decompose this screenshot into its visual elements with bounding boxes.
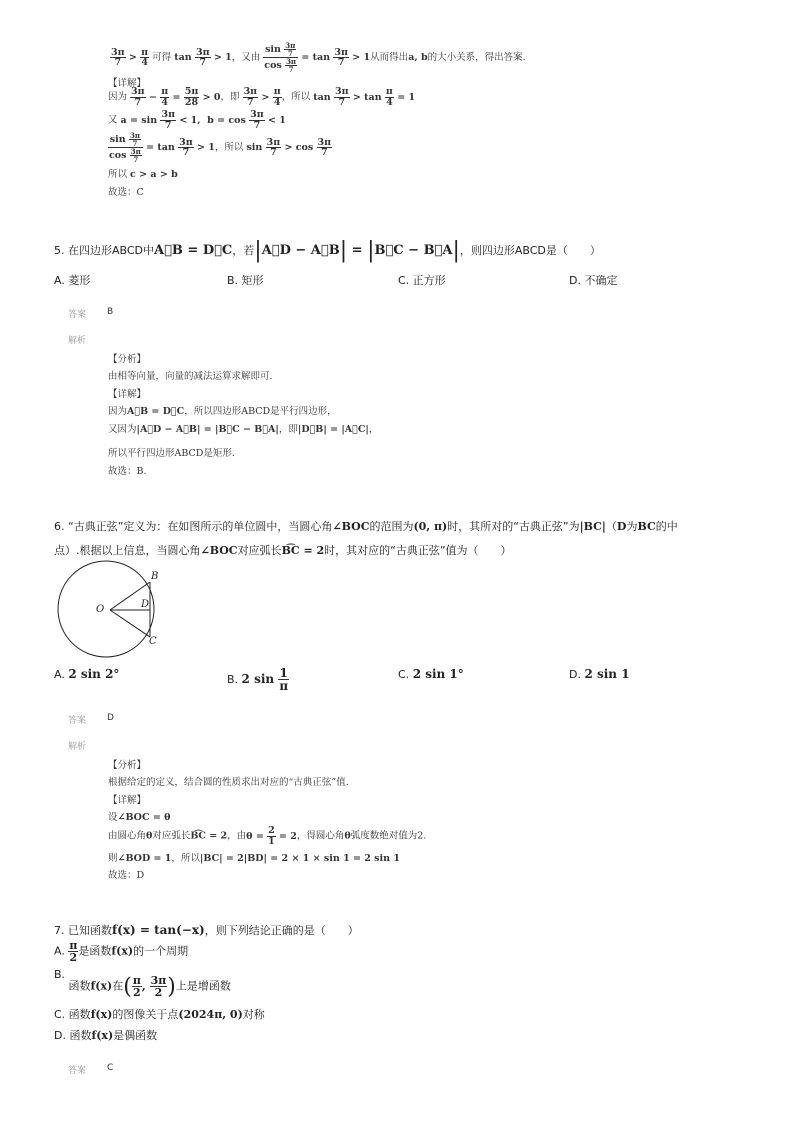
q7-option-d[interactable]: D. 函数f(x)是偶函数 [54,1029,158,1042]
analysis-label: 解析 [68,742,87,752]
q6-stem-line-1: 6. “古典正弦”定义为：在如图所示的单位圆中，当圆心角∠BOC的范围为(0, π)时，其所对的“古典正弦”为|BC|（D为BC的中 [54,520,678,533]
point-d-label: D [141,599,150,610]
text: 可得 [152,52,172,63]
q7-option-c[interactable]: C. 函数f(x)的图像关于点(2024π, 0)对称 [54,1008,265,1021]
point-o-label: O [96,604,105,615]
text: 的大小关系，得出答案. [427,52,526,63]
text: ，又由 [231,52,261,63]
top-solution-line-1: $\frac{3\pi}{7}$ > $\frac{\pi}{4}$ 可得 tan $\frac{3\pi}{7}$ > 1，又由 sin $\frac{3\pi}{7}$ cos $\frac{3\pi}{7}$ = tan $\frac{3\pi}{7}$ > 1从而得出a, b的大小关系，得出答案. [111,41,526,74]
q6-stem-line-2: 点）.根据以上信息，当圆心角∠BOC对应弧长B͡C = 2时，其对应的“古典正弦”值为（ ） [54,544,512,557]
q6-option-a[interactable]: A. 2 sin 2° [54,667,120,681]
q5-detail-line-2: 又因为|A⃗D − A⃗B| = |B⃗C − B⃗A|，即|D⃗B| = |A⃗C|， [108,424,379,435]
q6-detail-line-2: 由圆心角θ对应弧长B͡C = 2，由θ = $\frac{2}{1}$ = 2，得圆心角θ弧度数绝对值为2. [108,825,427,847]
unit-circle-figure [52,560,164,660]
q6-option-b[interactable]: B. 2 sin $\frac{1}{\pi}$ [227,666,289,693]
answer-label: 答案 [68,716,87,726]
choose-line: 故选：B. [108,466,147,477]
q5-detail-line-3: 所以平行四边形ABCD是矩形. [108,448,235,459]
top-solution-line-2: 因为 $\frac{3\pi}{7}$ − $\frac{\pi}{4}$ = $\frac{5\pi}{28}$ > 0，即 $\frac{3\pi}{7}$ > $\frac{\pi}{4}$ ，所以 tan $\frac{3\pi}{7}$ > tan $\frac{\pi}{4}$ = 1 [108,86,416,108]
q5-option-a[interactable]: A. 菱形 [54,274,91,287]
q5-option-b[interactable]: B. 矩形 [227,274,264,287]
text: 从而得出 [370,52,409,63]
point-b-label: B [151,571,159,582]
analysis-label: 解析 [68,336,87,346]
q6-detail-line-3: 则∠BOD = 1，所以|BC| = 2|BD| = 2 × 1 × sin 1 = 2 sin 1 [108,853,400,864]
fenxi-tag: 【分析】 [108,760,147,771]
choose-line: 故选：C [108,187,144,198]
q6-detail-line-1: 设∠BOC = θ [108,812,171,823]
q7-option-b[interactable]: B. 函数f(x)在( $\frac{\pi}{2}$ , $\frac{3\pi}{2}$ )上是增函数 [54,968,231,999]
q7-stem: 7. 已知函数f(x) = tan(−x)，则下列结论正确的是（ ） [54,923,359,937]
answer-value: B [107,307,114,317]
top-solution-line-5: 所以 c > a > b [108,169,178,180]
q5-detail-line-1: 因为A⃗B = D⃗C，所以四边形ABCD是平行四边形， [108,406,337,417]
detail-tag: 【详解】 [108,795,147,806]
q7-option-a[interactable]: A. $\frac{\pi}{2}$ 是函数f(x)的一个周期 [54,939,189,964]
answer-label: 答案 [68,310,87,320]
q5-option-c[interactable]: C. 正方形 [398,274,446,287]
choose-line: 故选：D [108,870,145,881]
top-solution-line-4: sin $\frac{3\pi}{7}$ cos $\frac{3\pi}{7}$ = tan $\frac{3\pi}{7}$ > 1，所以 sin $\frac{3\pi}{7}$ > cos $\frac{3\pi}{7}$ [109,131,332,164]
q6-option-c[interactable]: C. 2 sin 1° [398,667,464,681]
q5-stem: 5. 在四边形ABCD中A⃗B = D⃗C，若|A⃗D − A⃗B| = |B⃗C − B⃗A|，则四边形ABCD是（ ） [54,238,601,263]
q6-option-d[interactable]: D. 2 sin 1 [569,667,630,681]
top-solution-line-3: 又 a = sin $\frac{3\pi}{7}$ < 1, b = cos $\frac{3\pi}{7}$ < 1 [108,109,286,131]
q5-option-d[interactable]: D. 不确定 [569,274,618,287]
answer-label: 答案 [68,1066,87,1076]
fenxi-tag: 【分析】 [108,354,147,365]
fenxi-text: 根据给定的定义，结合圆的性质求出对应的“古典正弦”值. [108,777,349,788]
point-c-label: C [149,636,157,647]
detail-tag: 【详解】 [108,78,147,89]
detail-tag: 【详解】 [108,389,147,400]
answer-value: C [107,1063,114,1073]
answer-value: D [107,713,114,723]
fenxi-text: 由相等向量，向量的减法运算求解即可. [108,371,273,382]
